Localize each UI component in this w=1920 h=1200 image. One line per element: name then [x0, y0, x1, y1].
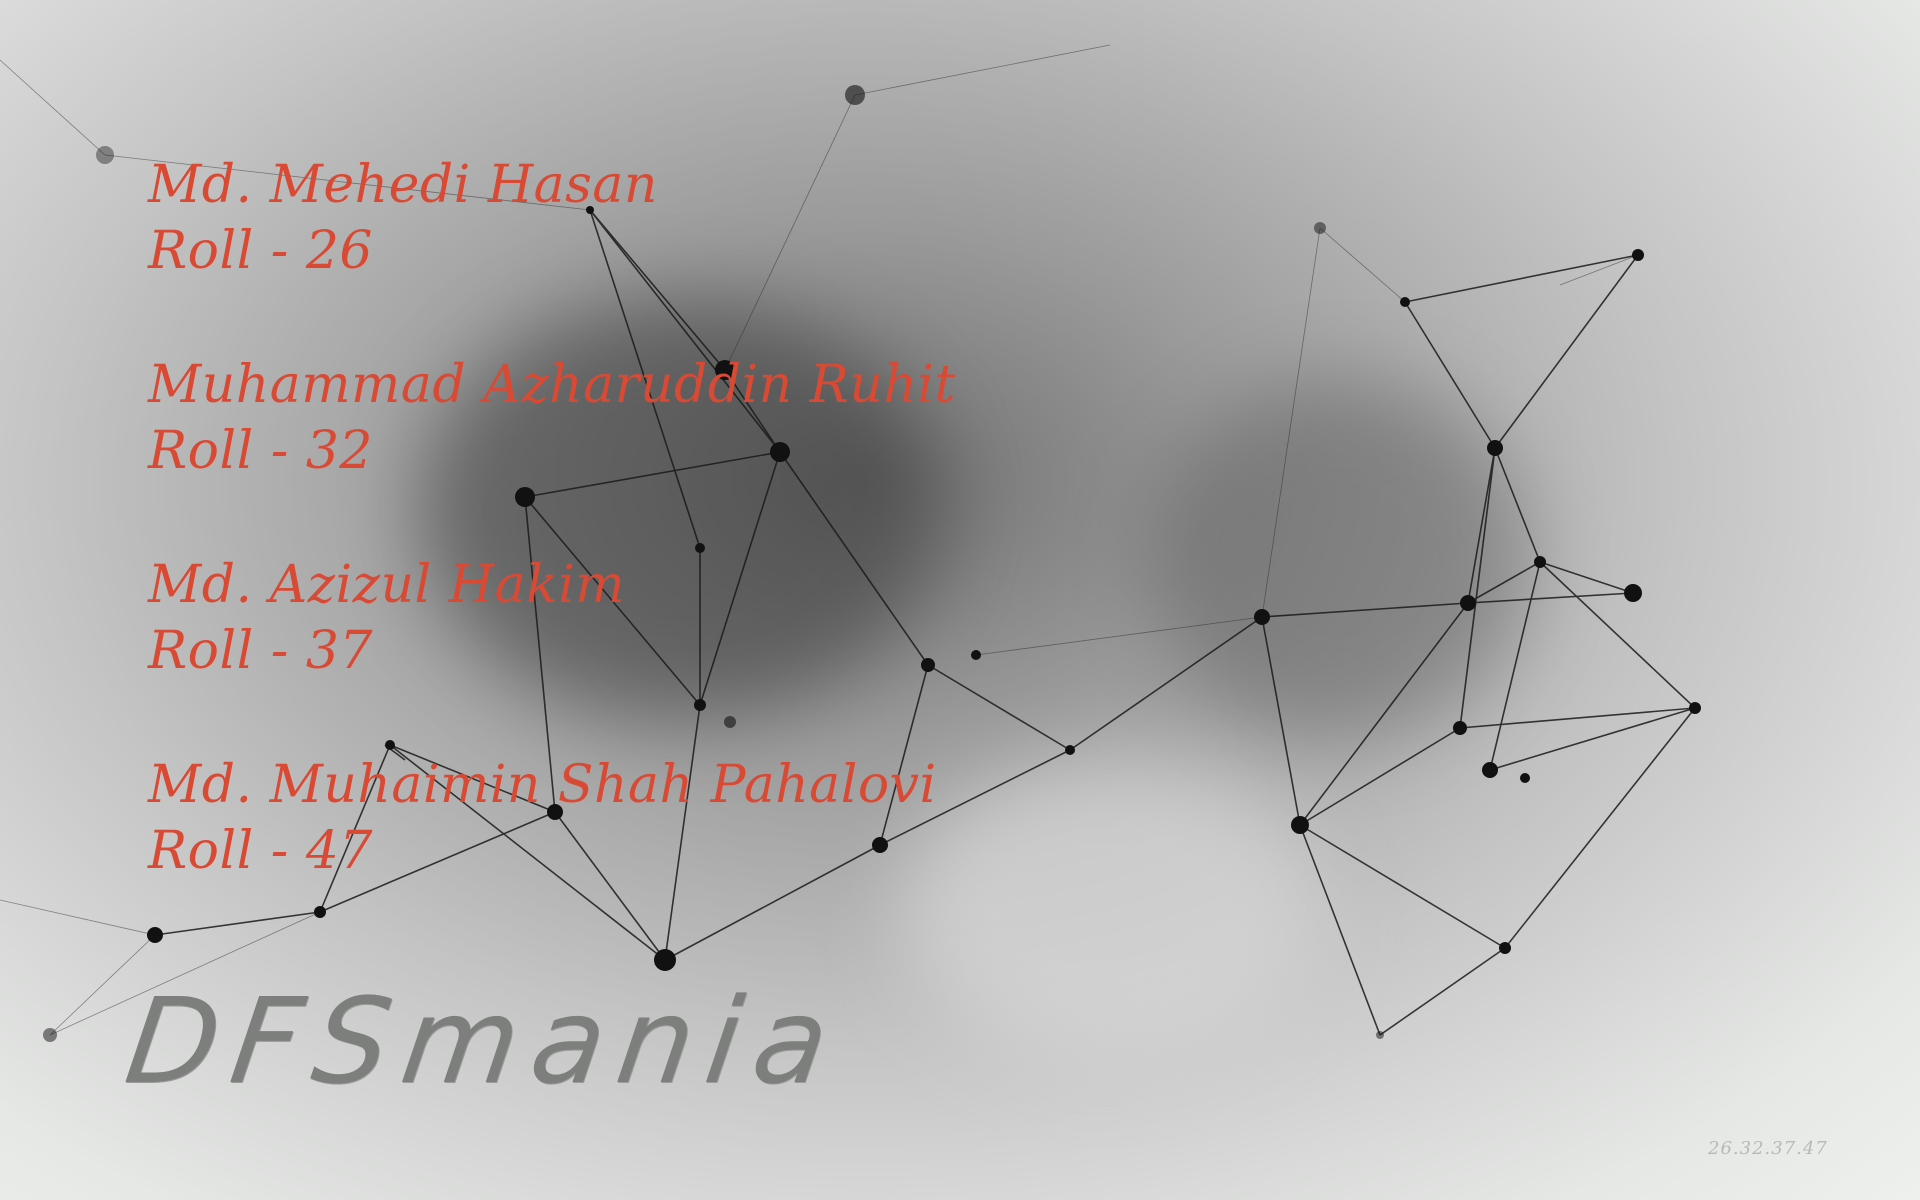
- member-entry: [148, 152, 1048, 284]
- member-roll: Roll - 47: [148, 821, 374, 881]
- member-roll: Roll - 26: [148, 221, 374, 281]
- member-roll: Roll - 37: [148, 621, 374, 681]
- dfsmania-logo: DFSmania: [118, 972, 851, 1110]
- member-name: Muhammad Azharuddin Ruhit: [148, 355, 956, 415]
- member-entry: [148, 752, 1048, 884]
- member-name: Md. Mehedi Hasan: [148, 155, 658, 215]
- team-credits: [148, 152, 1048, 952]
- member-roll: Roll - 32: [148, 421, 374, 481]
- member-entry: [148, 352, 1048, 484]
- member-name: Md. Muhaimin Shah Pahalovi: [148, 755, 937, 815]
- roll-code-label: 26.32.37.47: [1708, 1138, 1828, 1159]
- member-entry: [148, 552, 1048, 684]
- member-name: Md. Azizul Hakim: [148, 555, 626, 615]
